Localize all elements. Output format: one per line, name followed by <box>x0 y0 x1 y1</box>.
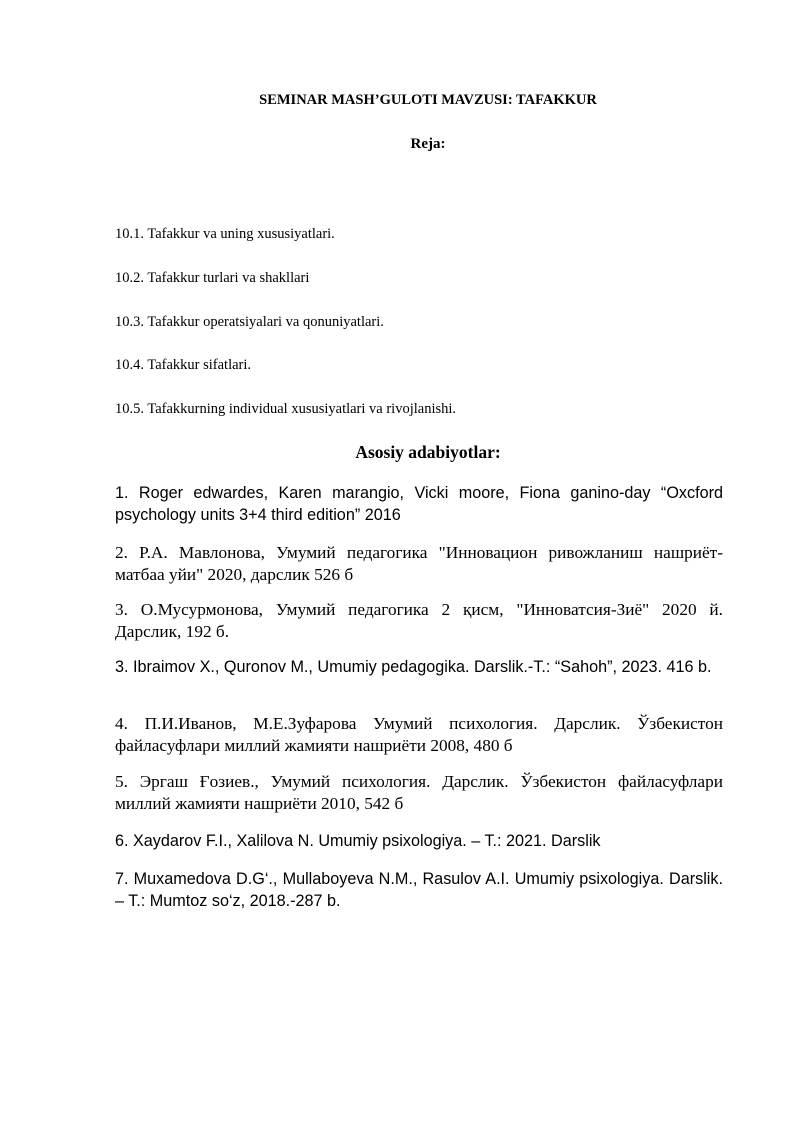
reference-item: 7. Muxamedova D.G‘., Mullaboyeva N.M., Rasulov A.I. Umumiy psixologiya. Darslik. – T.: Mumtoz so‘z, 2018.-287 b. <box>115 870 723 910</box>
reference-item: 4. П.И.Иванов, М.Е.Зуфарова Умумий психология. Дарслик. Ўзбекистон файласуфлари миллий жамияти нашриёти 2008, 480 б <box>115 714 723 755</box>
plan-item: 10.4. Tafakkur sifatlari. <box>115 357 252 373</box>
reference-item: 1. Roger edwardes, Karen marangio, Vicki moore, Fiona ganino-day “Oxcford psychology units 3+4 third edition” 2016 <box>115 484 723 524</box>
reference-item: 5. Эргаш Ғозиев., Умумий психология. Дарслик. Ўзбекистон файласуфлари миллий жамияти нашриёти 2010, 542 б <box>115 772 723 813</box>
reference-item: 3. Ibraimov X., Quronov M., Umumiy pedagogika. Darslik.-T.: “Sahoh”, 2023. 416 b. <box>115 658 712 676</box>
reference-item: 3. О.Мусурмонова, Умумий педагогика 2 қисм, "Инноватсия-Зиё" 2020 й. Дарслик, 192 б. <box>115 600 723 641</box>
plan-heading: Reja: <box>410 136 446 152</box>
plan-item: 10.5. Tafakkurning individual xususiyatlari va rivojlanishi. <box>115 401 457 417</box>
plan-item: 10.1. Tafakkur va uning xususiyatlari. <box>115 226 335 242</box>
reference-item: 6. Xaydarov F.I., Xalilova N. Umumiy psixologiya. – T.: 2021. Darslik <box>115 832 601 850</box>
plan-item: 10.3. Tafakkur operatsiyalari va qonuniyatlari. <box>115 314 384 330</box>
reference-item: 2. Р.А. Мавлонова, Умумий педагогика "Инновацион ривожланиш нашриёт-матбаа уйи" 2020, дарслик 526 б <box>115 543 723 584</box>
plan-item: 10.2. Tafakkur turlari va shakllari <box>115 270 310 286</box>
literature-heading: Asosiy adabiyotlar: <box>355 442 501 462</box>
page-title: SEMINAR MASH’GULOTI MAVZUSI: TAFAKKUR <box>259 92 597 108</box>
